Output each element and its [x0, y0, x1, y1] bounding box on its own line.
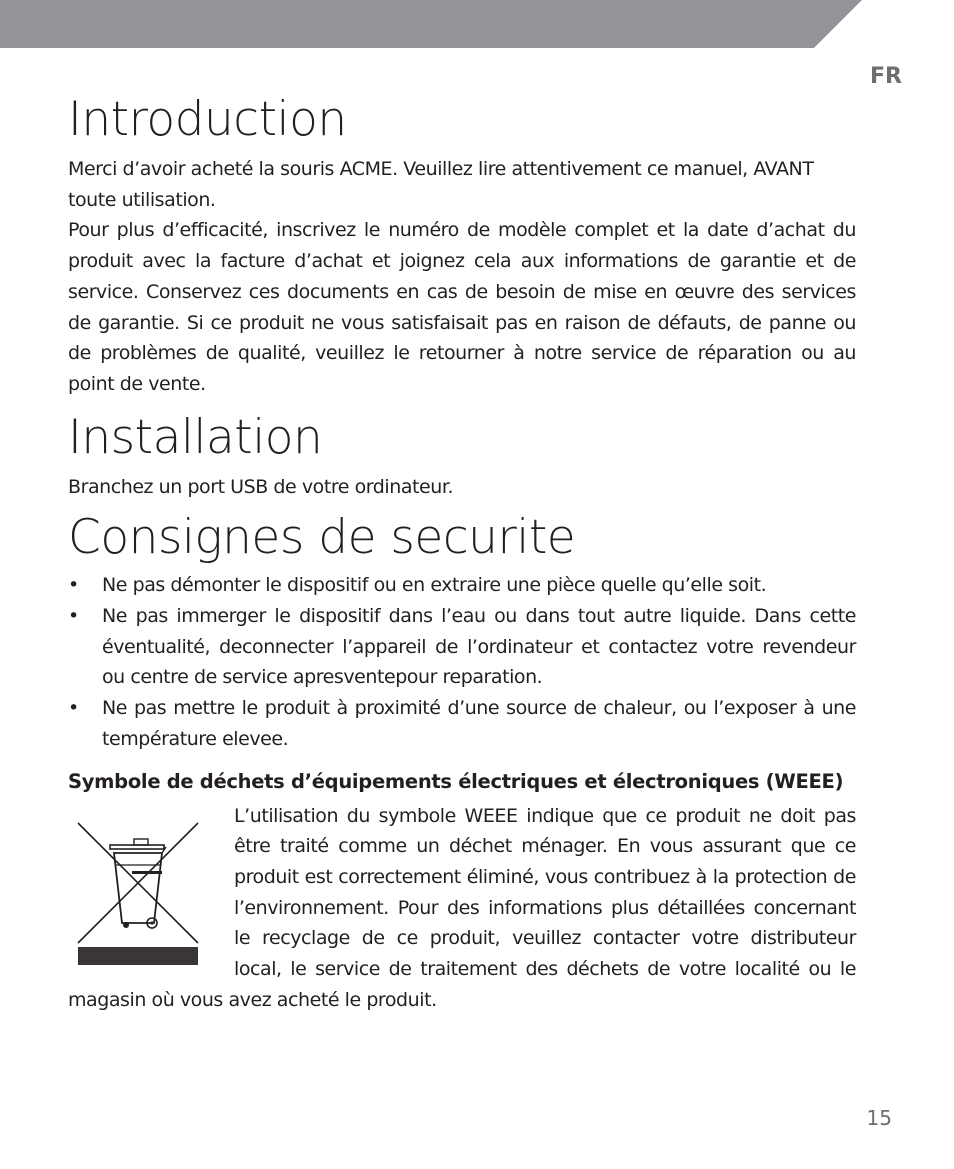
crossed-out-wheelie-bin-icon [68, 807, 218, 979]
safety-item-text: Ne pas immerger le dispositif dans l’eau ou dans tout autre liquide. Dans cette éventualité, deconnecter l’appareil de l’ordinateur et contactez votre revendeur ou centre de service apresventepour reparation. [102, 605, 856, 689]
safety-item-text: Ne pas démonter le dispositif ou en extraire une pièce quelle qu’elle soit. [102, 574, 767, 597]
bullet-glyph: • [68, 574, 79, 597]
weee-heading: Symbole de déchets d’équipements électriques et électroniques (WEEE) [68, 769, 844, 793]
introduction-paragraph-2: Pour plus d’efficacité, inscrivez le numéro de modèle complet et la date d’achat du produit avec la facture d’achat et joignez cela aux informations de garantie et de service. Conservez ces documents en cas de besoin de mise en œuvre des services de garantie. Si ce produit ne vous satisfaisait pas en raison de défauts, de panne ou de problèmes de qualité, veuillez le retourner à notre service de réparation ou au point de vente. [68, 219, 856, 395]
bullet-glyph: • [68, 697, 79, 720]
page-content [68, 90, 856, 1015]
safety-list [68, 570, 856, 754]
safety-list-item [68, 693, 856, 754]
safety-list-item [68, 570, 856, 601]
weee-paragraph: L’utilisation du symbole WEEE indique que ce produit ne doit pas être traité comme un déchet ménager. En vous assurant que ce produit est correctement éliminé, vous contribuez à la protection de l’environnement. Pour des informations plus détaillées concernant le recyclage de ce produit, veuillez contacter votre distributeur local, le service de traitement des déchets de votre localité ou le magasin où vous avez acheté le produit. [68, 804, 856, 1011]
introduction-heading: Introduction [68, 92, 347, 147]
introduction-paragraph-1: Merci d’avoir acheté la souris ACME. Veuillez lire attentivement ce manuel, AVANT toute utilisation. [68, 158, 814, 211]
header-band [0, 0, 954, 48]
safety-item-text: Ne pas mettre le produit à proximité d’une source de chaleur, ou l’exposer à une température elevee. [102, 697, 856, 750]
installation-paragraph: Branchez un port USB de votre ordinateur. [68, 475, 454, 498]
page-number: 15 [866, 1106, 892, 1130]
safety-heading: Consignes de securite [68, 510, 576, 566]
bullet-glyph: • [68, 605, 79, 628]
language-label: FR [870, 64, 902, 89]
installation-heading: Installation [68, 409, 323, 465]
safety-list-item [68, 601, 856, 693]
weee-bar [78, 947, 198, 965]
weee-section [68, 801, 856, 1016]
